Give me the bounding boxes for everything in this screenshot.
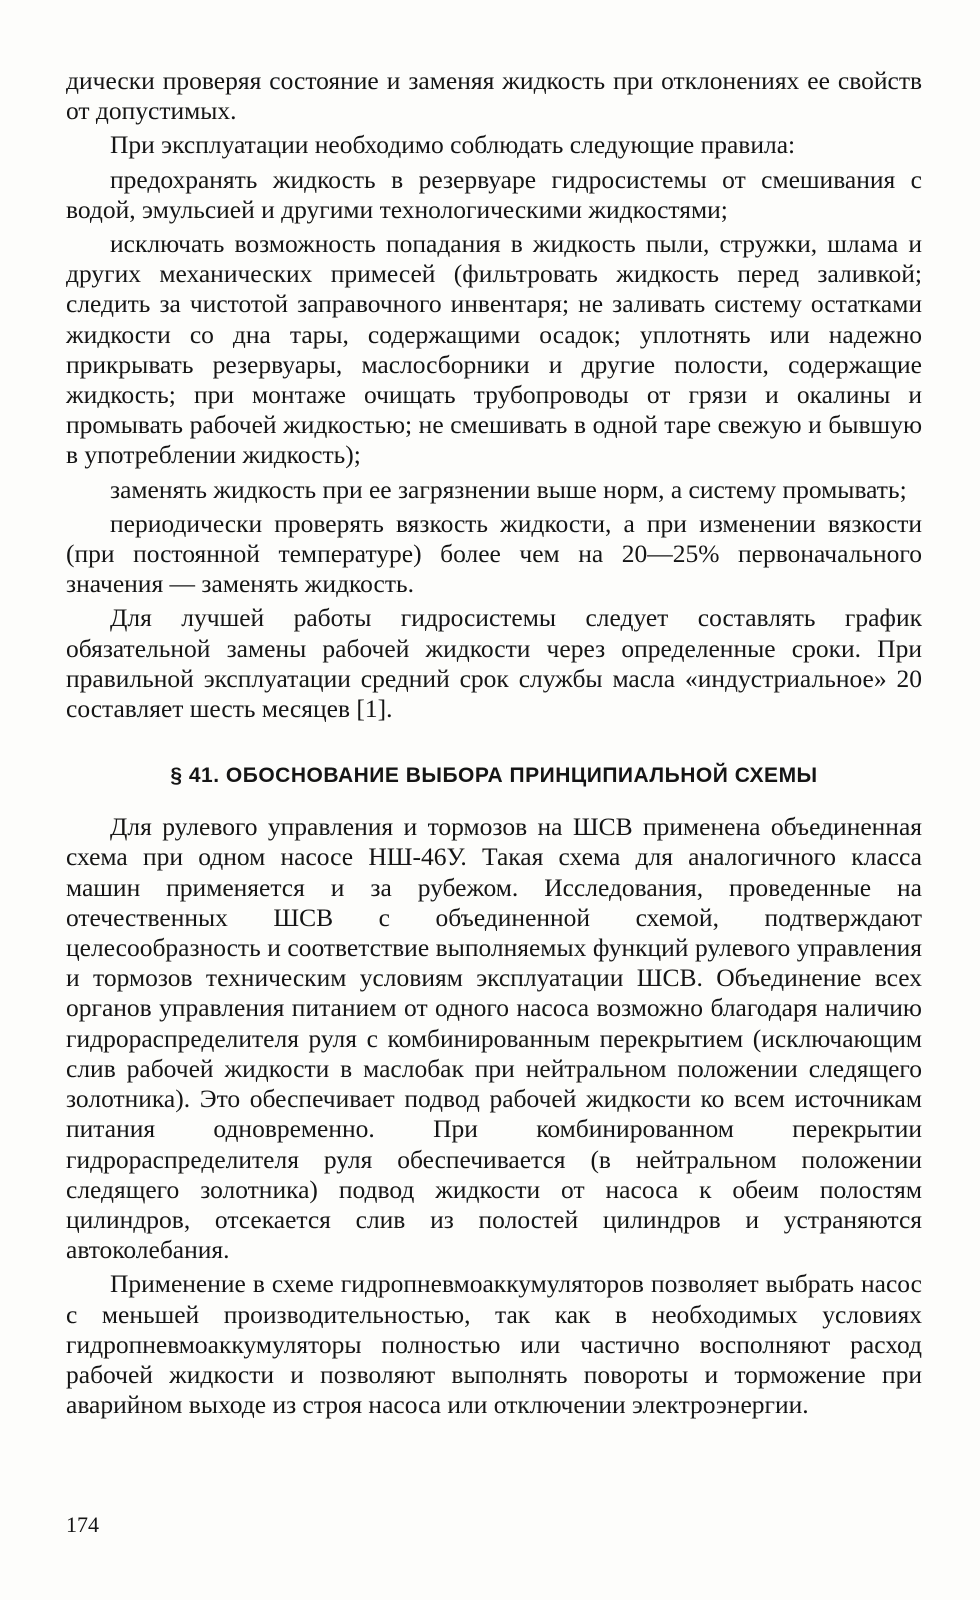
paragraph-rule-contamination: исключать возможность попадания в жидкость пыли, стружки, шлама и других механических примесей (фильтровать жидкость перед заливкой; следить за чистотой заправочного инвентаря; не заливать систему остатками жидкости со дна тары, содержащими осадок; уплотнять или надежно прикрывать резервуары, маслосборники и другие полости, содержащие жидкость; при монтаже очищать трубопроводы от грязи и окалины и промывать рабочей жидкостью; не смешивать в одной таре свежую и бывшую в употреблении жидкость); [66, 229, 922, 470]
paragraph-schedule: Для лучшей работы гидросистемы следует составлять график обязательной замены рабочей жидкости через определенные сроки. При правильной эксплуатации средний срок службы масла «индустриальное» 20 составляет шесть месяцев [1]. [66, 603, 922, 724]
page-number: 174 [66, 1512, 99, 1537]
paragraph-accumulators: Применение в схеме гидропневмоаккумуляторов позволяет выбрать насос с меньшей производительностью, так как в необходимых условиях гидропневмоаккумуляторы полностью или частично восполняют расход рабочей жидкости и позволяют выполнять повороты и торможение при аварийном выходе из строя насоса или отключении электроэнергии. [66, 1269, 922, 1420]
paragraph-rule-viscosity: периодически проверять вязкость жидкости, а при изменении вязкости (при постоянной температуре) более чем на 20—25% первоначального значения — заменять жидкость. [66, 508, 922, 599]
paragraph-rule-mixing: предохранять жидкость в резервуаре гидросистемы от смешивания с водой, эмульсией и другими технологическими жидкостями; [66, 164, 922, 224]
section-heading: § 41. ОБОСНОВАНИЕ ВЫБОРА ПРИНЦИПИАЛЬНОЙ СХЕМЫ [170, 764, 818, 788]
paragraph-combined-scheme: Для рулевого управления и тормозов на ШСВ применена объединенная схема при одном насосе НШ-46У. Такая схема для аналогичного класса машин применяется и за рубежом. Исследования, проведенные на отечественных ШСВ с объединенной схемой, подтверждают целесообразность и соответствие выполняемых функций рулевого управления и тормозов техническим условиям эксплуатации ШСВ. Объединение всех органов управления питанием от одного насоса возможно благодаря наличию гидрораспределителя руля с комбинированным перекрытием (исключающим слив рабочей жидкости в маслобак при нейтральном положении следящего золотника). Это обеспечивает подвод рабочей жидкости ко всем источникам питания одновременно. При комбинированном перекрытии гидрораспределителя руля обеспечивается (в нейтральном положении следящего золотника) подвод жидкости от насоса к обеим полостям цилиндров, отсекается слив из полостей цилиндров и устраняются автоколебания. [66, 812, 922, 1265]
paragraph-rule-replace: заменять жидкость при ее загрязнении выше норм, а систему промывать; [110, 474, 907, 504]
paragraph-continuation: дически проверяя состояние и заменяя жидкость при отклонениях ее свойств от допустимых. [66, 66, 922, 126]
paragraph-rules-intro: При эксплуатации необходимо соблюдать следующие правила: [110, 130, 796, 160]
